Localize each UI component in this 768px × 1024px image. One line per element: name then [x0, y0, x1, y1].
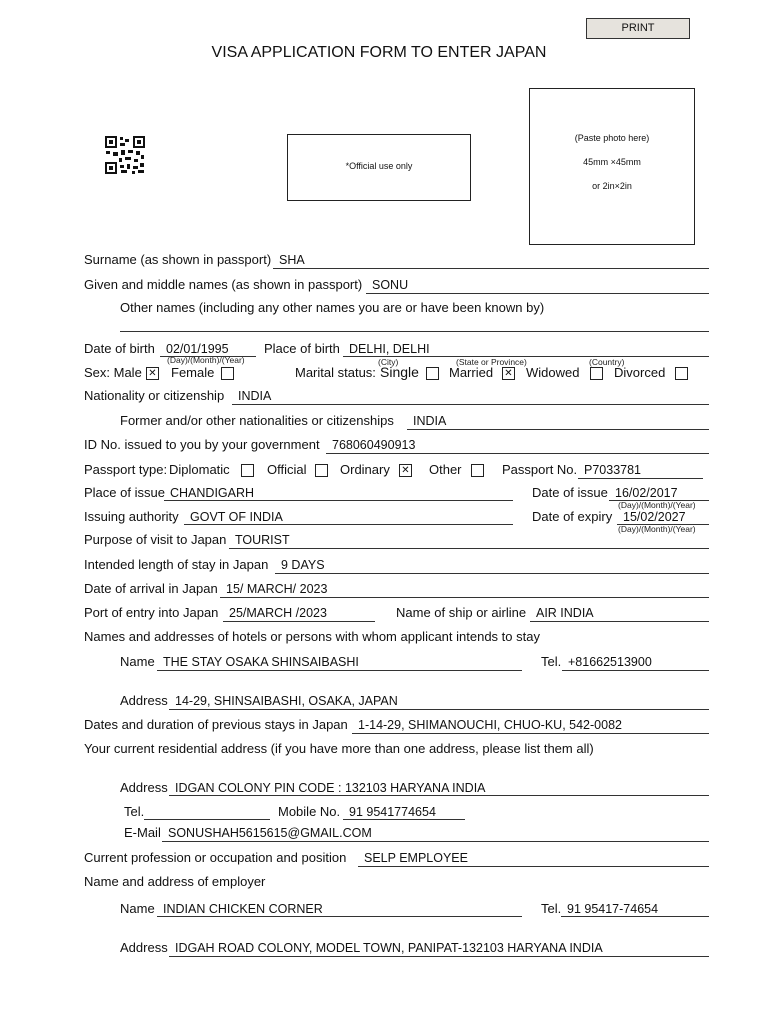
former-nationality-field[interactable]: INDIA [413, 414, 447, 428]
photo-hint-2: 45mm ×45mm [583, 157, 641, 167]
surname-label: Surname (as shown in passport) [84, 252, 272, 267]
date-of-issue-field[interactable]: 16/02/2017 [615, 486, 678, 500]
place-of-issue-underline [164, 500, 513, 501]
official-use-label: *Official use only [345, 161, 413, 171]
res-mobile-field[interactable]: 91 9541774654 [349, 805, 436, 819]
employer-address-label: Address [120, 940, 168, 955]
sex-female-label: Female [171, 365, 215, 380]
date-of-issue-hint: (Day)/(Month)/(Year) [618, 500, 696, 510]
employer-address-underline [169, 956, 709, 957]
passport-no-underline [578, 478, 703, 479]
purpose-label: Purpose of visit to Japan [84, 532, 227, 547]
marital-married-checkbox[interactable] [502, 367, 515, 380]
photo-hint-3: or 2in×2in [592, 181, 632, 191]
employer-name-field[interactable]: INDIAN CHICKEN CORNER [163, 902, 323, 916]
pob-country-hint: (Country) [589, 357, 625, 367]
ship-airline-underline [530, 621, 709, 622]
res-email-field[interactable]: SONUSHAH5615615@GMAIL.COM [168, 826, 372, 840]
employer-name-underline [157, 916, 522, 917]
purpose-field[interactable]: TOURIST [235, 533, 290, 547]
res-email-underline [162, 841, 709, 842]
profession-field[interactable]: SELP EMPLOYEE [364, 851, 468, 865]
hotel-address-field[interactable]: 14-29, SHINSAIBASHI, OSAKA, JAPAN [175, 694, 398, 708]
marital-status-label: Marital status: [295, 365, 376, 380]
passport-ordinary-label: Ordinary [340, 462, 390, 477]
other-names-underline [120, 331, 709, 332]
passport-diplomatic-checkbox[interactable] [241, 464, 254, 477]
photo-box [529, 88, 695, 245]
marital-divorced-label: Divorced [614, 365, 666, 380]
date-of-expiry-hint: (Day)/(Month)/(Year) [618, 524, 696, 534]
previous-stays-label: Dates and duration of previous stays in Japan [84, 717, 348, 732]
print-button[interactable]: PRINT [586, 18, 690, 39]
hotel-name-label: Name [120, 654, 155, 669]
surname-underline [273, 268, 709, 269]
date-of-arrival-label: Date of arrival in Japan [84, 581, 218, 596]
sex-male-checkbox[interactable] [146, 367, 159, 380]
surname-field[interactable]: SHA [279, 253, 305, 267]
ship-airline-field[interactable]: AIR INDIA [536, 606, 594, 620]
place-of-issue-label: Place of issue [84, 485, 165, 500]
qr-code-icon [105, 136, 145, 174]
res-tel-underline [144, 819, 270, 820]
dob-field[interactable]: 02/01/1995 [166, 342, 229, 356]
hotel-name-field[interactable]: THE STAY OSAKA SHINSAIBASHI [163, 655, 359, 669]
length-of-stay-underline [275, 573, 709, 574]
id-no-underline [326, 453, 709, 454]
port-of-entry-label: Port of entry into Japan [84, 605, 219, 620]
dob-label: Date of birth [84, 341, 155, 356]
res-address-underline [169, 795, 709, 796]
other-names-label: Other names (including any other names you are or have been known by) [120, 300, 545, 315]
pob-label: Place of birth [264, 341, 340, 356]
nationality-label: Nationality or citizenship [84, 388, 225, 403]
marital-widowed-checkbox[interactable] [590, 367, 603, 380]
pob-city-hint: (City) [378, 357, 399, 367]
sex-label: Sex: Male [84, 365, 142, 380]
employer-tel-field[interactable]: 91 95417-74654 [567, 902, 659, 916]
hotel-tel-label: Tel. [541, 654, 562, 669]
employer-name-label: Name [120, 901, 155, 916]
marital-single-label: Single [380, 364, 419, 380]
id-no-field[interactable]: 768060490913 [332, 438, 416, 452]
port-of-entry-underline [223, 621, 375, 622]
hotel-tel-field[interactable]: +81662513900 [568, 655, 652, 669]
date-of-expiry-label: Date of expiry [532, 509, 613, 524]
passport-official-checkbox[interactable] [315, 464, 328, 477]
sex-female-checkbox[interactable] [221, 367, 234, 380]
employer-tel-underline [561, 916, 709, 917]
issuing-authority-field[interactable]: GOVT OF INDIA [190, 510, 283, 524]
res-tel-label: Tel. [124, 804, 145, 819]
given-names-underline [366, 293, 709, 294]
given-names-field[interactable]: SONU [372, 278, 409, 292]
res-email-label: E-Mail [124, 825, 161, 840]
official-use-box [287, 134, 471, 201]
purpose-underline [229, 548, 709, 549]
profession-label: Current profession or occupation and position [84, 850, 347, 865]
hotels-heading: Names and addresses of hotels or persons with whom applicant intends to stay [84, 629, 540, 644]
date-of-arrival-field[interactable]: 15/ MARCH/ 2023 [226, 582, 328, 596]
passport-official-label: Official [267, 462, 307, 477]
employer-heading: Name and address of employer [84, 874, 266, 889]
marital-divorced-checkbox[interactable] [675, 367, 688, 380]
pob-field[interactable]: DELHI, DELHI [349, 342, 430, 356]
employer-tel-label: Tel. [541, 901, 562, 916]
passport-type-label: Passport type: [84, 462, 168, 477]
passport-other-label: Other [429, 462, 462, 477]
ship-airline-label: Name of ship or airline [396, 605, 527, 620]
res-address-label: Address [120, 780, 168, 795]
hotel-name-underline [157, 670, 522, 671]
employer-address-field[interactable]: IDGAH ROAD COLONY, MODEL TOWN, PANIPAT-132103 HARYANA INDIA [175, 941, 603, 955]
place-of-issue-field[interactable]: CHANDIGARH [170, 486, 255, 500]
residential-heading: Your current residential address (if you have more than one address, please list them all) [84, 741, 594, 756]
res-mobile-label: Mobile No. [278, 804, 341, 819]
previous-stays-underline [352, 733, 709, 734]
date-of-expiry-field[interactable]: 15/02/2027 [623, 510, 686, 524]
marital-widowed-label: Widowed [526, 365, 580, 380]
passport-no-label: Passport No. [502, 462, 578, 477]
date-of-issue-label: Date of issue [532, 485, 608, 500]
issuing-authority-underline [184, 524, 513, 525]
res-mobile-underline [343, 819, 465, 820]
passport-other-checkbox[interactable] [471, 464, 484, 477]
issuing-authority-label: Issuing authority [84, 509, 179, 524]
port-of-entry-field[interactable]: 25/MARCH /2023 [229, 606, 327, 620]
date-of-arrival-underline [220, 597, 709, 598]
id-no-label: ID No. issued to you by your government [84, 437, 320, 452]
photo-hint-1: (Paste photo here) [574, 133, 650, 143]
passport-diplomatic-label: Diplomatic [169, 462, 230, 477]
former-nationality-underline [407, 429, 709, 430]
length-of-stay-label: Intended length of stay in Japan [84, 557, 269, 572]
hotel-address-label: Address [120, 693, 168, 708]
dob-hint: (Day)/(Month)/(Year) [167, 355, 245, 365]
form-title: VISA APPLICATION FORM TO ENTER JAPAN [211, 44, 547, 61]
previous-stays-field[interactable]: 1-14-29, SHIMANOUCHI, CHUO-KU, 542-0082 [358, 718, 622, 732]
profession-underline [358, 866, 709, 867]
length-of-stay-field[interactable]: 9 DAYS [281, 558, 325, 572]
nationality-underline [232, 404, 709, 405]
former-nationality-label: Former and/or other nationalities or citizenships [120, 413, 394, 428]
nationality-field[interactable]: INDIA [238, 389, 272, 403]
pob-state-hint: (State or Province) [456, 357, 527, 367]
passport-no-field[interactable]: P7033781 [584, 463, 642, 477]
hotel-tel-underline [562, 670, 709, 671]
marital-single-checkbox[interactable] [426, 367, 439, 380]
hotel-address-underline [169, 709, 709, 710]
passport-ordinary-checkbox[interactable] [399, 464, 412, 477]
res-address-field[interactable]: IDGAN COLONY PIN CODE : 132103 HARYANA INDIA [175, 781, 486, 795]
marital-married-label: Married [449, 365, 494, 380]
given-names-label: Given and middle names (as shown in passport) [84, 277, 363, 292]
